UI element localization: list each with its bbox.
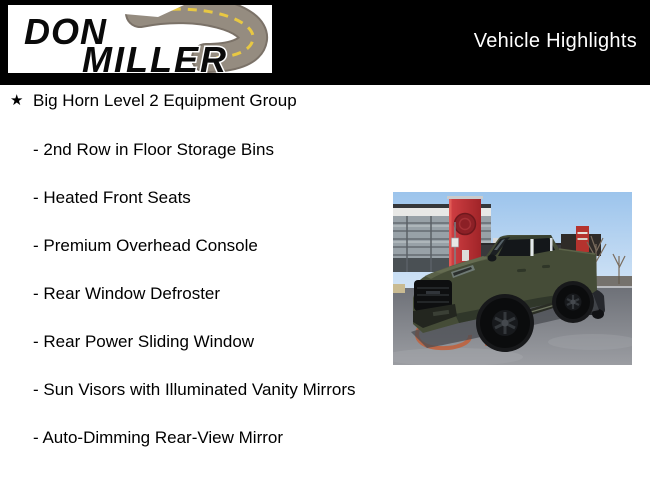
- feature-group-heading: [10, 91, 368, 111]
- feature-item: - Auto-Dimming Rear-View Mirror: [33, 428, 284, 447]
- page-title: Vehicle Highlights: [473, 30, 637, 52]
- vehicle-features-list: [10, 91, 368, 476]
- feature-item: - Heated Front Seats: [33, 188, 191, 207]
- feature-item: - Rear Window Defroster: [33, 284, 221, 303]
- feature-item: - 2nd Row in Floor Storage Bins: [33, 140, 274, 159]
- logo-line1: DON: [24, 11, 107, 52]
- logo-line2: MILLER: [82, 39, 228, 73]
- vehicle-photo: [393, 192, 632, 365]
- rear-wheel: [556, 285, 590, 319]
- header-bar: [0, 0, 650, 85]
- dealer-logo: [8, 5, 272, 73]
- don-miller-logo-graphic: [8, 5, 272, 73]
- feature-item: - Premium Overhead Console: [33, 236, 258, 255]
- feature-item: - Sun Visors with Illuminated Vanity Mirrors: [33, 380, 356, 399]
- feature-group-heading-text: Big Horn Level 2 Equipment Group: [33, 91, 297, 110]
- ram-badge-circle: [455, 214, 476, 235]
- vehicle-photo-illustration: [393, 192, 632, 365]
- star-bullet-icon: ★: [10, 92, 24, 109]
- curb-grass: [393, 284, 405, 293]
- front-wheel: [480, 298, 530, 348]
- feature-item: - Rear Power Sliding Window: [33, 332, 255, 351]
